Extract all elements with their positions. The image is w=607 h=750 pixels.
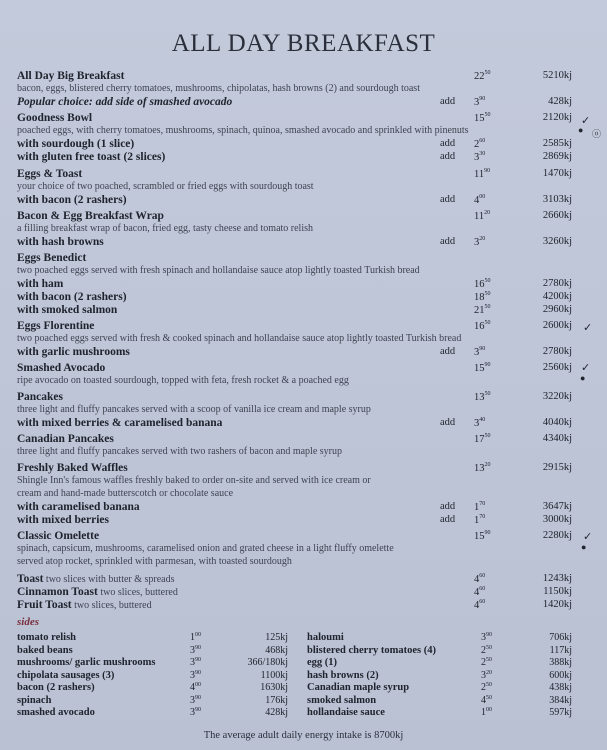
item-energy: 2960kj [542, 304, 572, 315]
side-price: $1^{00}$ [190, 632, 201, 643]
side-name: mushrooms/ garlic mushrooms [17, 657, 156, 668]
side-energy: 176kj [265, 694, 288, 706]
toast-name: Cinnamon Toast [17, 586, 98, 598]
side-energy: 366/180kj [247, 657, 288, 668]
item-name: Goodness Bowl [17, 112, 93, 124]
item-price: $13^{50}$ [474, 391, 491, 403]
item-name: Popular choice: add side of smashed avocado [17, 96, 233, 108]
side-price: $2^{50}$ [481, 657, 492, 668]
side-price: $3^{90}$ [190, 707, 201, 718]
item-price: $1^{70}$ [474, 514, 486, 526]
item-energy: 2869kj [542, 151, 572, 162]
item-name: with smoked salmon [17, 304, 118, 316]
item-energy: 4040kj [542, 417, 572, 428]
side-price: $2^{50}$ [481, 682, 492, 693]
side-name: bacon (2 rashers) [17, 682, 95, 693]
side-name: smoked salmon [307, 694, 377, 706]
side-energy: 438kj [549, 682, 572, 693]
item-description: poached eggs, with cherry tomatoes, mushrooms, spinach, quinoa, smashed avocado and sprinkled with pinenuts [17, 125, 469, 136]
item-description: a filling breakfast wrap of bacon, fried egg, tasty cheese and tomato relish [17, 223, 314, 234]
item-energy: 3220kj [542, 391, 572, 402]
item-energy: 4200kj [542, 291, 572, 302]
item-energy: 4340kj [542, 433, 572, 444]
toast-name: Toast [17, 573, 44, 585]
sides-heading: sides [17, 616, 39, 628]
item-price: $3^{20}$ [474, 236, 486, 248]
item-energy: 2560kj [542, 362, 572, 373]
item-energy: 3260kj [542, 236, 572, 247]
side-name: smashed avocado [17, 707, 95, 718]
item-price: $3^{30}$ [474, 151, 486, 163]
toast-price: $4^{60}$ [474, 599, 486, 611]
item-name: Smashed Avocado [17, 362, 106, 374]
vegetarian-mark-icon: ✓ [581, 115, 591, 127]
add-label: add [440, 96, 456, 107]
item-name: Eggs & Toast [17, 168, 83, 180]
item-energy: 3647kj [542, 501, 572, 512]
item-price: $15^{50}$ [474, 112, 491, 124]
item-name: Pancakes [17, 391, 63, 403]
item-price: $11^{90}$ [474, 168, 491, 180]
side-name: tomato relish [17, 632, 77, 643]
item-price: $16^{50}$ [474, 320, 491, 332]
add-label: add [440, 346, 456, 357]
side-price: $1^{00}$ [481, 707, 492, 718]
toast-item [17, 599, 152, 611]
item-energy: 3103kj [542, 194, 572, 205]
item-description: served atop rocket, sprinkled with parmesan, with toasted sourdough [17, 556, 292, 567]
vegetarian-mark-icon: ✓ [583, 322, 593, 334]
side-energy: 468kj [265, 644, 288, 656]
item-description: bacon, eggs, blistered cherry tomatoes, mushrooms, chipolatas, hash browns (2) and sourdough toast [17, 83, 420, 94]
item-price: $15^{90}$ [474, 362, 491, 374]
gluten-free-mark-icon: ● [581, 542, 587, 552]
side-price: $4^{00}$ [190, 682, 201, 693]
side-price: $4^{50}$ [481, 694, 492, 706]
item-description: spinach, capsicum, mushrooms, caramelised onion and grated cheese in a light fluffy omelette [17, 543, 394, 554]
toast-energy: 1150kj [543, 586, 572, 597]
item-energy: 2280kj [542, 530, 572, 541]
side-name: hash browns (2) [307, 669, 379, 681]
item-name: with bacon (2 rashers) [17, 194, 127, 206]
side-price: $3^{90}$ [190, 669, 201, 681]
add-label: add [440, 236, 456, 247]
item-description: your choice of two poached, scrambled or fried eggs with sourdough toast [17, 181, 314, 192]
item-description: two poached eggs served with fresh & cooked spinach and hollandaise sauce atop lightly toasted Turkish bread [17, 333, 462, 344]
side-name: egg (1) [307, 657, 338, 668]
side-energy: 597kj [549, 707, 572, 718]
item-energy: 1470kj [542, 168, 572, 179]
side-energy: 384kj [549, 694, 572, 706]
toast-price: $4^{60}$ [474, 586, 486, 598]
side-name: hollandaise sauce [307, 707, 385, 718]
toast-description: two slices, buttered [71, 600, 152, 611]
item-description: two poached eggs served with fresh spinach and hollandaise sauce atop lightly toasted Turkish bread [17, 265, 420, 276]
item-price: $3^{90}$ [474, 346, 486, 358]
item-name: Canadian Pancakes [17, 433, 114, 445]
item-price: $13^{20}$ [474, 462, 491, 474]
item-energy: 2660kj [542, 210, 572, 221]
item-price: $21^{50}$ [474, 304, 491, 316]
item-price: $11^{20}$ [474, 210, 491, 222]
gluten-free-mark-icon: ● [578, 125, 584, 135]
side-price: $3^{90}$ [190, 657, 201, 668]
item-name: Classic Omelette [17, 530, 100, 542]
item-price: $17^{50}$ [474, 433, 491, 445]
toast-energy: 1243kj [542, 573, 572, 584]
energy-footer: The average adult daily energy intake is 8700kj [203, 730, 404, 741]
side-price: $2^{50}$ [481, 644, 492, 656]
item-name: with garlic mushrooms [17, 346, 130, 358]
item-name: with sourdough (1 slice) [17, 138, 135, 150]
item-energy: 2780kj [542, 278, 572, 289]
toast-price: $4^{60}$ [474, 573, 486, 585]
item-name: with bacon (2 rashers) [17, 291, 127, 303]
toast-item [17, 573, 175, 585]
item-name: with hash browns [17, 236, 104, 248]
side-energy: 706kj [549, 632, 572, 643]
item-name: with caramelised banana [17, 501, 140, 513]
side-energy: 1630kj [260, 682, 288, 693]
item-name: with ham [17, 278, 64, 290]
add-label: add [440, 501, 456, 512]
item-name: with mixed berries [17, 514, 109, 526]
item-price: $4^{00}$ [474, 194, 486, 206]
toast-energy: 1420kj [542, 599, 572, 610]
item-energy: 2585kj [542, 138, 572, 149]
item-energy: 428kj [548, 96, 572, 107]
side-energy: 428kj [265, 707, 288, 718]
side-price: $3^{90}$ [481, 632, 492, 643]
side-name: spinach [17, 694, 52, 706]
side-name: haloumi [307, 632, 344, 643]
side-price: $3^{90}$ [190, 694, 201, 706]
circled-mark-icon: ⓞ [592, 129, 602, 139]
item-energy: 2600kj [542, 320, 572, 331]
item-price: $16^{50}$ [474, 278, 491, 290]
item-energy: 5210kj [542, 70, 572, 81]
gluten-free-mark-icon: ● [580, 373, 586, 383]
item-energy: 3000kj [542, 514, 572, 525]
side-name: Canadian maple syrup [307, 682, 410, 693]
vegetarian-mark-icon: ✓ [583, 531, 593, 543]
toast-name: Fruit Toast [17, 599, 72, 611]
item-description: three light and fluffy pancakes served with a scoop of vanilla ice cream and maple syrup [17, 404, 371, 415]
item-name: Freshly Baked Waffles [17, 462, 128, 474]
toast-description: two slices, buttered [97, 587, 178, 598]
item-description: Shingle Inn's famous waffles freshly baked to order on-site and served with ice cream or [17, 475, 371, 486]
add-label: add [440, 514, 456, 525]
item-name: All Day Big Breakfast [17, 70, 125, 82]
side-energy: 125kj [265, 632, 288, 643]
item-price: $18^{50}$ [474, 291, 491, 303]
item-price: $3^{90}$ [474, 96, 486, 108]
item-price: $3^{40}$ [474, 417, 486, 429]
item-energy: 2780kj [542, 346, 572, 357]
item-name: with gluten free toast (2 slices) [17, 151, 166, 163]
side-name: blistered cherry tomatoes (4) [307, 644, 436, 656]
item-price: $15^{90}$ [474, 530, 491, 542]
side-price: $3^{20}$ [481, 669, 492, 681]
side-price: $3^{90}$ [190, 644, 201, 656]
add-label: add [440, 417, 456, 428]
item-description: ripe avocado on toasted sourdough, topped with feta, fresh rocket & a poached egg [17, 375, 349, 386]
add-label: add [440, 194, 456, 205]
item-description: three light and fluffy pancakes served with two rashers of bacon and maple syrup [17, 446, 342, 457]
item-description: cream and hand-made butterscotch or chocolate sauce [17, 488, 234, 499]
item-price: $2^{60}$ [474, 138, 486, 150]
item-energy: 2120kj [542, 112, 572, 123]
side-name: baked beans [17, 644, 73, 656]
item-energy: 2915kj [542, 462, 572, 473]
item-name: with mixed berries & caramelised banana [17, 417, 223, 429]
toast-description: two slices with butter & spreads [43, 574, 175, 585]
item-price: $22^{50}$ [474, 70, 491, 82]
add-label: add [440, 138, 456, 149]
vegetarian-mark-icon: ✓ [581, 362, 591, 374]
add-label: add [440, 151, 456, 162]
side-energy: 388kj [549, 657, 572, 668]
menu-title: ALL DAY BREAKFAST [171, 30, 436, 57]
toast-item [17, 586, 178, 598]
side-energy: 600kj [549, 669, 572, 681]
item-name: Eggs Florentine [17, 320, 95, 332]
item-name: Bacon & Egg Breakfast Wrap [17, 210, 164, 222]
side-energy: 117kj [549, 644, 572, 656]
item-price: $1^{70}$ [474, 501, 486, 513]
side-energy: 1100kj [260, 669, 288, 681]
item-name: Eggs Benedict [17, 252, 87, 264]
side-name: chipolata sausages (3) [17, 669, 115, 681]
